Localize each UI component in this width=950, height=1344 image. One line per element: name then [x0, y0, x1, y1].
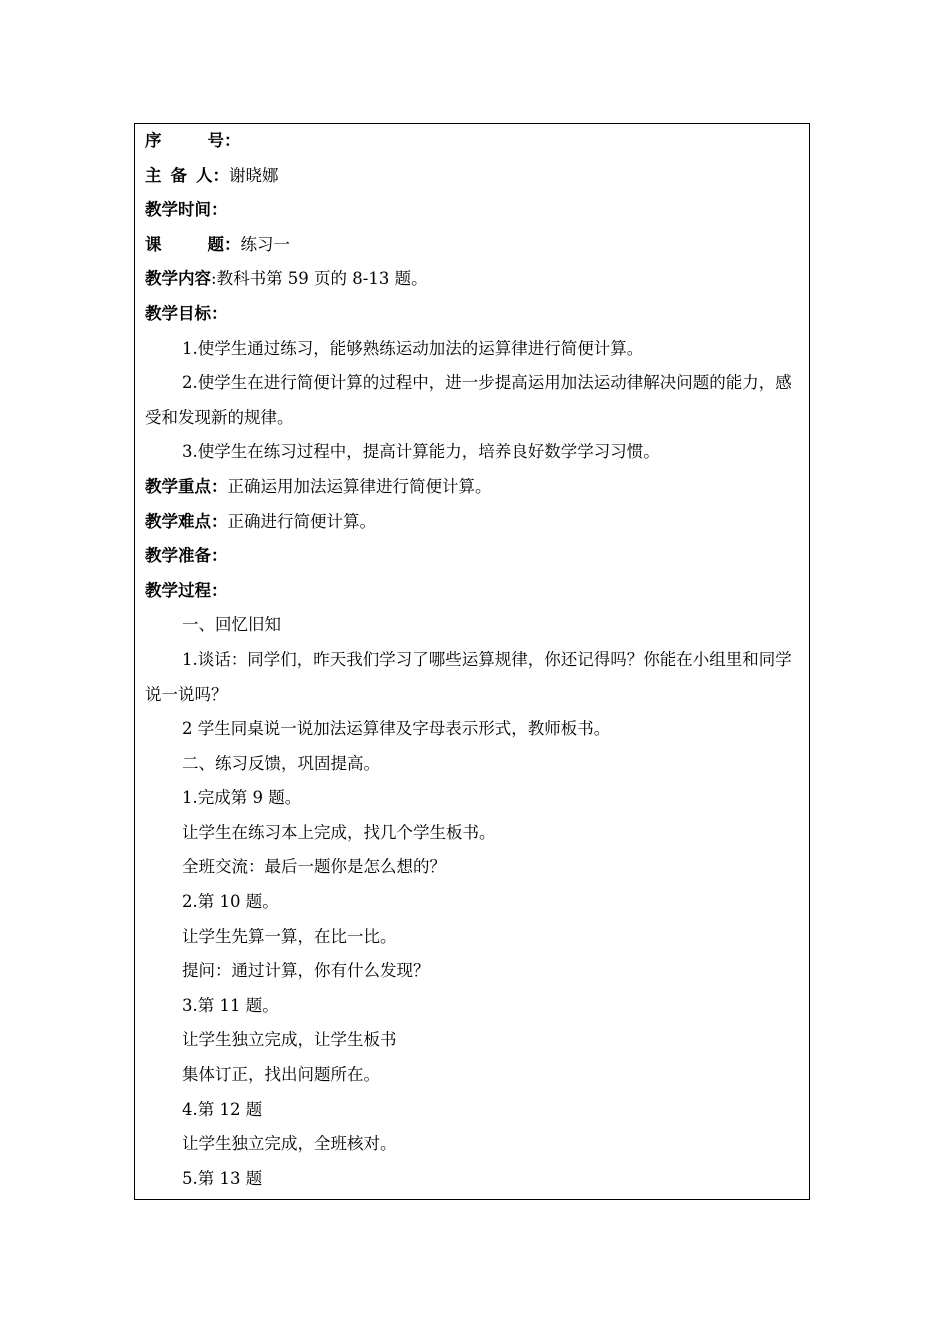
key-point-value: 正确运用加法运算律进行简便计算。: [227, 476, 492, 496]
content-value: 教科书第 59 页的 8-13 题。: [216, 269, 428, 289]
time-colon: ：: [211, 200, 228, 220]
topic-value: 练习一: [240, 234, 290, 254]
preparation-row: [145, 539, 803, 574]
process-line: 4.第 12 题: [182, 1099, 263, 1119]
serial-row: [145, 124, 803, 159]
process-line: 集体订正，找出问题所在。: [182, 1065, 380, 1085]
preparer-label-char: 主: [145, 165, 171, 185]
objective-item: 3.使学生在练习过程中，提高计算能力，培养良好数学学习习惯。: [182, 442, 660, 462]
preparer-row: [145, 159, 803, 194]
difficulty-label: 教学难点：: [145, 511, 228, 531]
difficulty-row: [145, 505, 803, 540]
process-line: 提问：通过计算，你有什么发现？: [182, 961, 430, 981]
serial-label-char: 序: [145, 131, 208, 150]
difficulty-value: 正确进行简便计算。: [227, 511, 376, 531]
preparation-label: 教学准备：: [145, 546, 228, 566]
preparer-label-char: 人: [196, 165, 213, 185]
topic-row: [145, 228, 803, 263]
topic-label-char: 题: [207, 234, 224, 254]
process-line: 让学生在练习本上完成，找几个学生板书。: [182, 822, 496, 842]
process-line: 一、回忆旧知: [182, 615, 281, 635]
process-line: 1.谈话：同学们，昨天我们学习了哪些运算规律，你还记得吗？你能在小组里和同学说一说吗？: [145, 649, 792, 704]
objective-item: 1.使学生通过练习，能够熟练运动加法的运算律进行简便计算。: [182, 338, 644, 358]
topic-label-char: 课: [145, 234, 208, 254]
preparer-colon: ：: [212, 165, 229, 185]
process-line: 2 学生同桌说一说加法运算律及字母表示形式，教师板书。: [182, 719, 611, 739]
process-line: 2.第 10 题。: [182, 892, 279, 912]
process-line: 让学生独立完成，全班核对。: [182, 1134, 397, 1154]
objectives-label: 教学目标：: [145, 303, 228, 323]
process-line: 让学生独立完成，让学生板书: [182, 1030, 397, 1050]
objective-item: 2.使学生在进行简便计算的过程中，进一步提高运用加法运动律解决问题的能力，感受和发现新的规律。: [145, 373, 792, 427]
lesson-plan-frame: [134, 123, 810, 1200]
process-line: 二、练习反馈，巩固提高。: [182, 753, 380, 773]
process-label: 教学过程：: [145, 580, 228, 600]
objectives-heading: [145, 297, 803, 332]
process-heading: [145, 574, 803, 609]
preparer-label-char: 备: [170, 165, 196, 185]
content-colon: :: [211, 269, 217, 289]
serial-label-char: 号: [207, 131, 224, 150]
time-label: 教学时间: [145, 200, 211, 220]
time-row: [145, 193, 803, 228]
key-point-label: 教学重点：: [145, 476, 228, 496]
content-row: [145, 262, 803, 297]
process-line: 全班交流：最后一题你是怎么想的？: [182, 857, 446, 877]
content-label: 教学内容: [145, 269, 211, 289]
preparer-value: 谢晓娜: [229, 165, 279, 185]
process-line: 1.完成第 9 题。: [182, 788, 302, 808]
process-line: 5.第 13 题: [182, 1168, 263, 1188]
lesson-plan-content: [145, 124, 803, 1196]
process-line: 让学生先算一算，在比一比。: [182, 926, 397, 946]
process-line: 3.第 11 题。: [182, 995, 279, 1015]
topic-colon: ：: [224, 234, 241, 254]
key-point-row: [145, 470, 803, 505]
serial-colon: ：: [224, 131, 241, 150]
